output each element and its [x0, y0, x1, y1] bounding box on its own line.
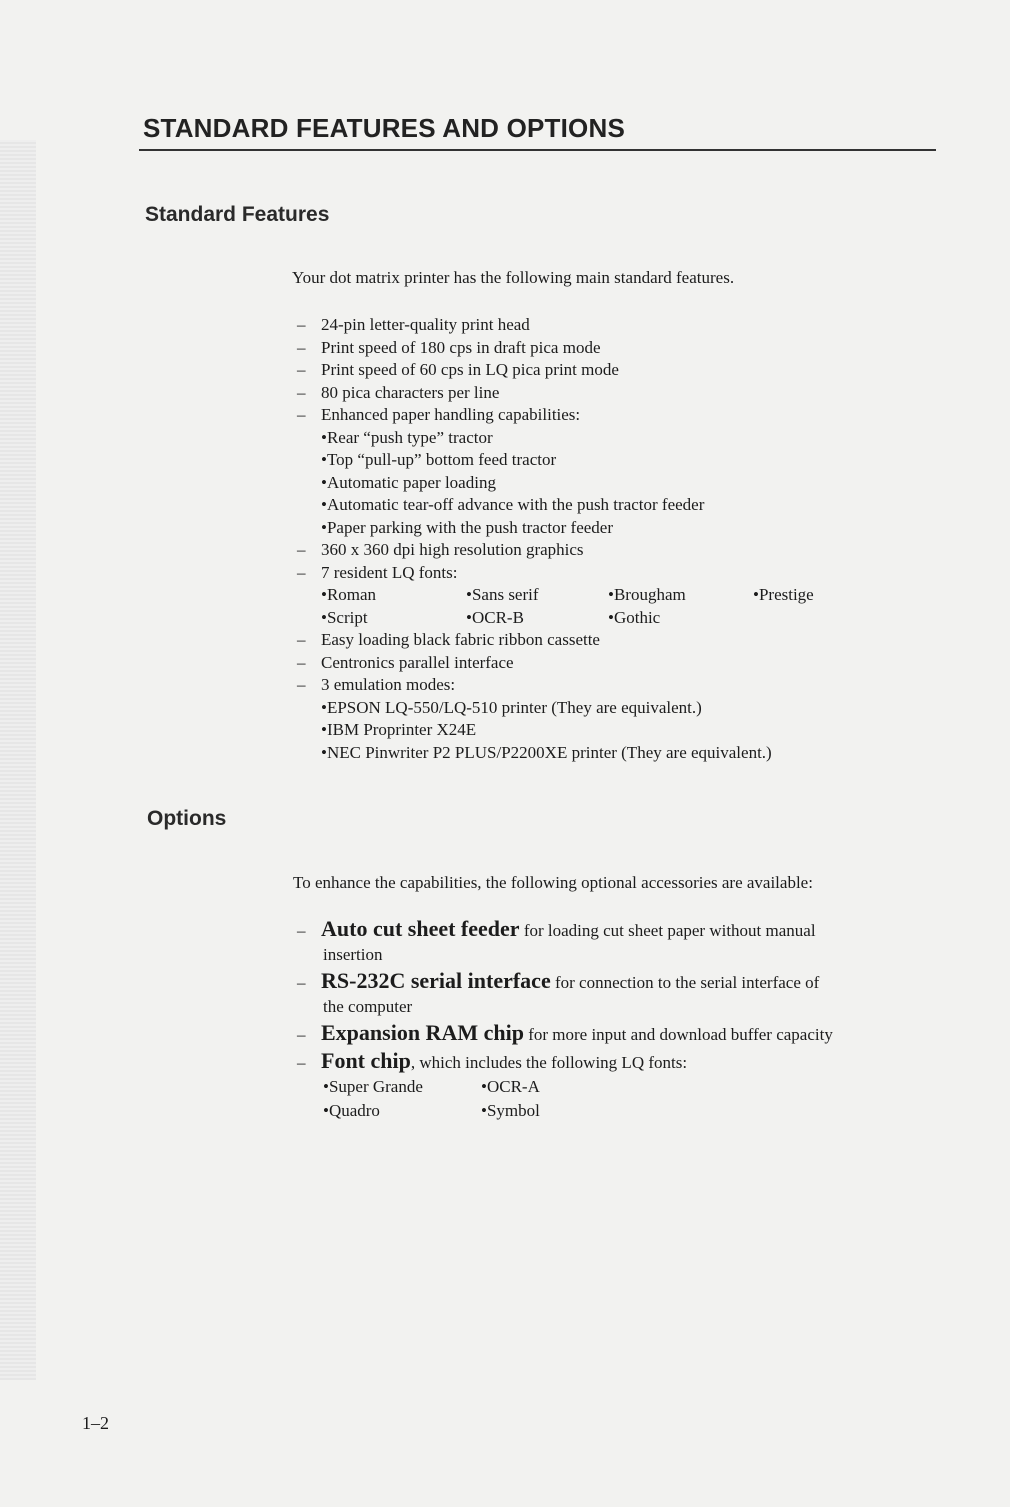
list-dash: – — [297, 540, 306, 559]
font-chip-font: •Super Grande — [323, 1077, 423, 1096]
resident-font-grid — [297, 584, 873, 629]
font-chip-font: •Symbol — [481, 1101, 540, 1120]
feature-text: 3 emulation modes: — [321, 675, 456, 694]
feature-subitem: •EPSON LQ-550/LQ-510 printer (They are equivalent.) — [321, 697, 702, 717]
title-rule — [139, 149, 936, 151]
option-row — [297, 1049, 833, 1075]
list-dash: – — [297, 562, 306, 582]
option-description-cont: insertion — [323, 945, 383, 964]
option-item — [297, 917, 833, 967]
option-description: , which includes the following LQ fonts: — [410, 1053, 688, 1072]
option-name: Font chip — [321, 1048, 411, 1073]
feature-text: Centronics parallel interface — [321, 652, 514, 672]
option-item — [297, 969, 833, 1019]
option-item — [297, 1021, 833, 1047]
list-dash: – — [297, 652, 306, 672]
list-dash: – — [297, 973, 306, 992]
resident-font: •Sans serif — [466, 585, 539, 604]
feature-item — [297, 674, 873, 764]
feature-item — [297, 314, 873, 337]
list-dash: – — [297, 675, 306, 694]
list-dash: – — [297, 1053, 306, 1072]
option-description: for loading cut sheet paper without manual — [519, 921, 816, 940]
feature-text: 7 resident LQ fonts: — [321, 562, 458, 582]
feature-subitem: •Top “pull-up” bottom feed tractor — [321, 450, 557, 469]
feature-item — [297, 539, 873, 562]
feature-text: 360 x 360 dpi high resolution graphics — [321, 540, 584, 559]
resident-font: •Script — [321, 607, 368, 627]
options-list — [297, 917, 833, 1125]
list-dash: – — [297, 360, 306, 379]
list-dash: – — [297, 382, 306, 402]
standard-features-intro: Your dot matrix printer has the following main standard features. — [292, 268, 735, 287]
standard-features-heading: Standard Features — [145, 203, 330, 226]
feature-text: 80 pica characters per line — [321, 382, 500, 402]
feature-item — [297, 562, 873, 630]
option-name: RS-232C serial interface — [321, 968, 551, 993]
standard-features-list — [297, 314, 873, 764]
feature-item — [297, 629, 873, 652]
page-number: 1–2 — [82, 1413, 109, 1433]
font-chip-font: •OCR-A — [481, 1077, 540, 1096]
feature-item — [297, 382, 873, 405]
feature-subitem: •Paper parking with the push tractor feeder — [321, 517, 614, 537]
page-title: STANDARD FEATURES AND OPTIONS — [143, 113, 625, 143]
options-heading: Options — [147, 807, 227, 830]
option-row — [297, 969, 833, 995]
option-row — [297, 1021, 833, 1047]
feature-subitem: •Automatic paper loading — [321, 472, 496, 492]
feature-item — [297, 652, 873, 675]
option-description-cont: the computer — [323, 997, 413, 1016]
list-dash: – — [297, 337, 306, 357]
feature-text: Enhanced paper handling capabilities: — [321, 405, 581, 424]
list-dash: – — [297, 630, 306, 649]
list-dash: – — [297, 921, 306, 940]
option-description: for connection to the serial interface of — [550, 973, 820, 992]
option-description: for more input and download buffer capacity — [523, 1025, 833, 1044]
feature-subitem: •NEC Pinwriter P2 PLUS/P2200XE printer (They are equivalent.) — [321, 742, 772, 762]
feature-text: Print speed of 60 cps in LQ pica print mode — [321, 360, 619, 379]
feature-item — [297, 337, 873, 360]
font-chip-font: •Quadro — [323, 1101, 380, 1120]
option-item — [297, 1049, 833, 1123]
list-dash: – — [297, 1025, 306, 1044]
option-row — [297, 917, 833, 943]
feature-subitem: •Automatic tear-off advance with the push tractor feeder — [321, 495, 705, 514]
feature-item — [297, 404, 873, 539]
resident-font: •Prestige — [753, 585, 814, 604]
resident-font: •OCR-B — [466, 607, 524, 627]
option-name: Auto cut sheet feeder — [321, 916, 520, 941]
page-edge-shadow — [0, 140, 36, 1380]
feature-text: Easy loading black fabric ribbon cassette — [321, 630, 600, 649]
font-chip-grid — [297, 1075, 833, 1123]
feature-text: Print speed of 180 cps in draft pica mode — [321, 337, 601, 357]
resident-font: •Brougham — [608, 585, 686, 604]
resident-font: •Gothic — [608, 607, 661, 627]
feature-subitem: •Rear “push type” tractor — [321, 427, 493, 447]
list-dash: – — [297, 315, 306, 334]
options-intro: To enhance the capabilities, the following optional accessories are available: — [293, 873, 813, 892]
list-dash: – — [297, 405, 306, 424]
feature-subitem: •IBM Proprinter X24E — [321, 720, 477, 739]
feature-text: 24-pin letter-quality print head — [321, 315, 530, 334]
option-name: Expansion RAM chip — [321, 1020, 524, 1045]
feature-item — [297, 359, 873, 382]
resident-font: •Roman — [321, 585, 377, 604]
